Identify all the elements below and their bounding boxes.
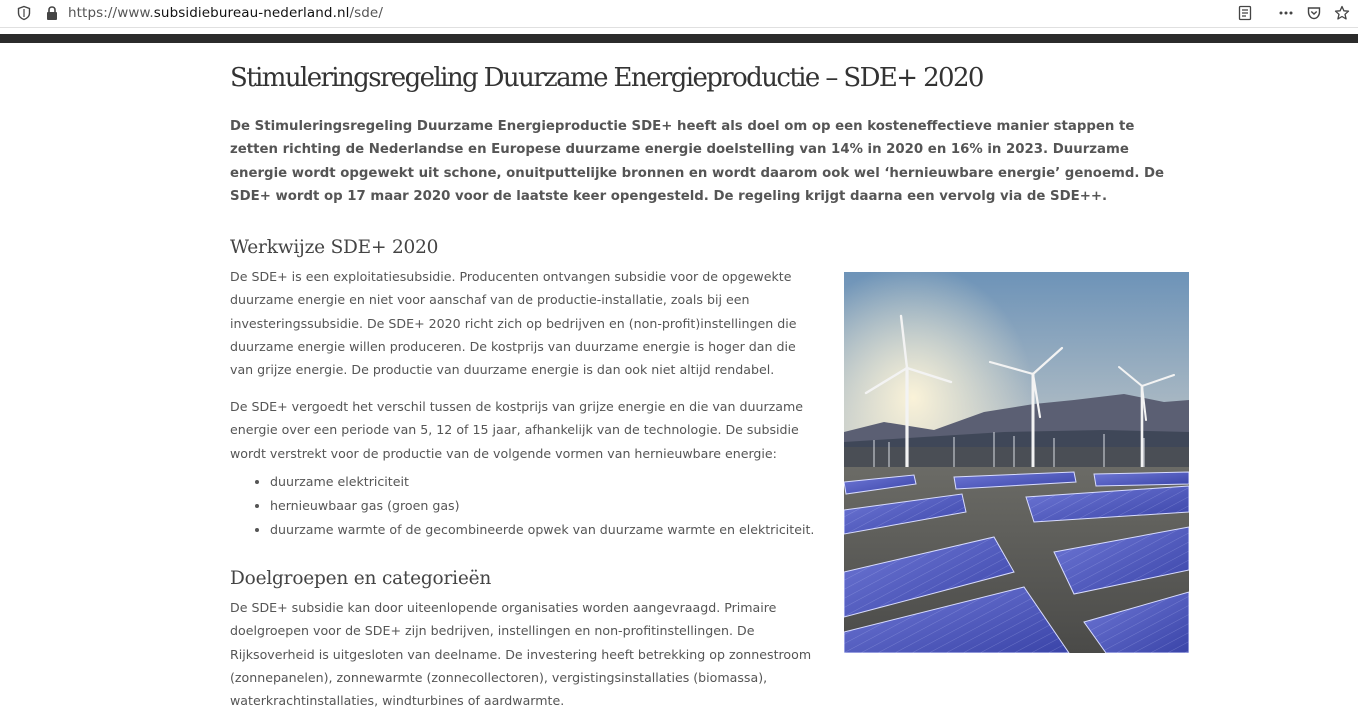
url-field[interactable] — [68, 5, 383, 21]
bookmark-star-icon[interactable] — [1334, 5, 1350, 21]
url-prefix: https://www. — [68, 5, 154, 21]
url-path: /sde/ — [349, 5, 383, 21]
page-title: Stimuleringsregeling Duurzame Energieproductie – SDE+ 2020 — [230, 63, 983, 93]
shield-icon[interactable] — [16, 5, 32, 21]
section-heading-werkwijze: Werkwijze SDE+ 2020 — [230, 237, 439, 258]
werkwijze-paragraph-2: De SDE+ vergoedt het verschil tussen de kostprijs van grijze energie en die van duurzame energie over een periode van 5, 12 of 15 jaar, afhankelijk van de technologie. De subsidie wordt verstrekt voor de productie van de volgende vormen van hernieuwbare energie: — [230, 399, 803, 461]
doelgroepen-paragraph: De SDE+ subsidie kan door uiteenlopende organisaties worden aangevraagd. Primaire doelgroepen voor de SDE+ zijn bedrijven, instellingen en non-profitinstellingen. De Rijksoverheid is uitgesloten van deelname. De investering heeft betrekking op zonnestroom (zonnepanelen), zonnewarmte (zonnecollectoren), vergistingsinstallaties (biomassa), waterkrachtinstallaties, windturbines of aardwarmte. — [230, 600, 812, 709]
list-item: • hernieuwbaar gas (groen gas) — [270, 494, 814, 518]
list-item: • duurzame warmte of de gecombineerde opwek van duurzame warmte en elektriciteit. — [270, 518, 814, 542]
lock-icon[interactable] — [44, 5, 60, 21]
page-actions-menu-icon[interactable] — [1278, 5, 1294, 21]
site-header-band — [0, 34, 1358, 43]
reader-view-icon[interactable] — [1237, 5, 1253, 21]
werkwijze-paragraph-1: De SDE+ is een exploitatiesubsidie. Producenten ontvangen subsidie voor de opgewekte duurzame energie en niet voor aanschaf van de productie-installatie, zoals bij een investeringssubsidie. De SDE+ 2020 richt zich op bedrijven en (non-profit)instellingen die duurzame energie willen produceren. De kostprijs van duurzame energie is hoger dan die van grijze energie. De productie van duurzame energie is dan ook niet altijd rendabel. — [230, 269, 797, 378]
energy-types-list — [230, 470, 814, 542]
section-heading-doelgroepen: Doelgroepen en categorieën — [230, 568, 492, 589]
intro-paragraph: De Stimuleringsregeling Duurzame Energieproductie SDE+ heeft als doel om op een kosteneffectieve manier stappen te zetten richting de Nederlandse en Europese duurzame energie doelstelling van 14% in 2020 en 16% in 2023. Duurzame energie wordt opgewekt uit schone, onuitputtelijke bronnen en wordt daarom ook wel ‘hernieuwbare energie’ genoemd. De SDE+ wordt op 17 maar 2020 voor de laatste keer opengesteld. De regeling krijgt daarna een vervolg via de SDE++. — [230, 119, 1165, 204]
list-item: • duurzame elektriciteit — [270, 470, 814, 494]
pocket-icon[interactable] — [1306, 5, 1322, 21]
url-domain: subsidiebureau-nederland.nl — [153, 5, 350, 21]
browser-address-bar — [0, 0, 1358, 28]
wind-solar-photo — [844, 272, 1189, 653]
